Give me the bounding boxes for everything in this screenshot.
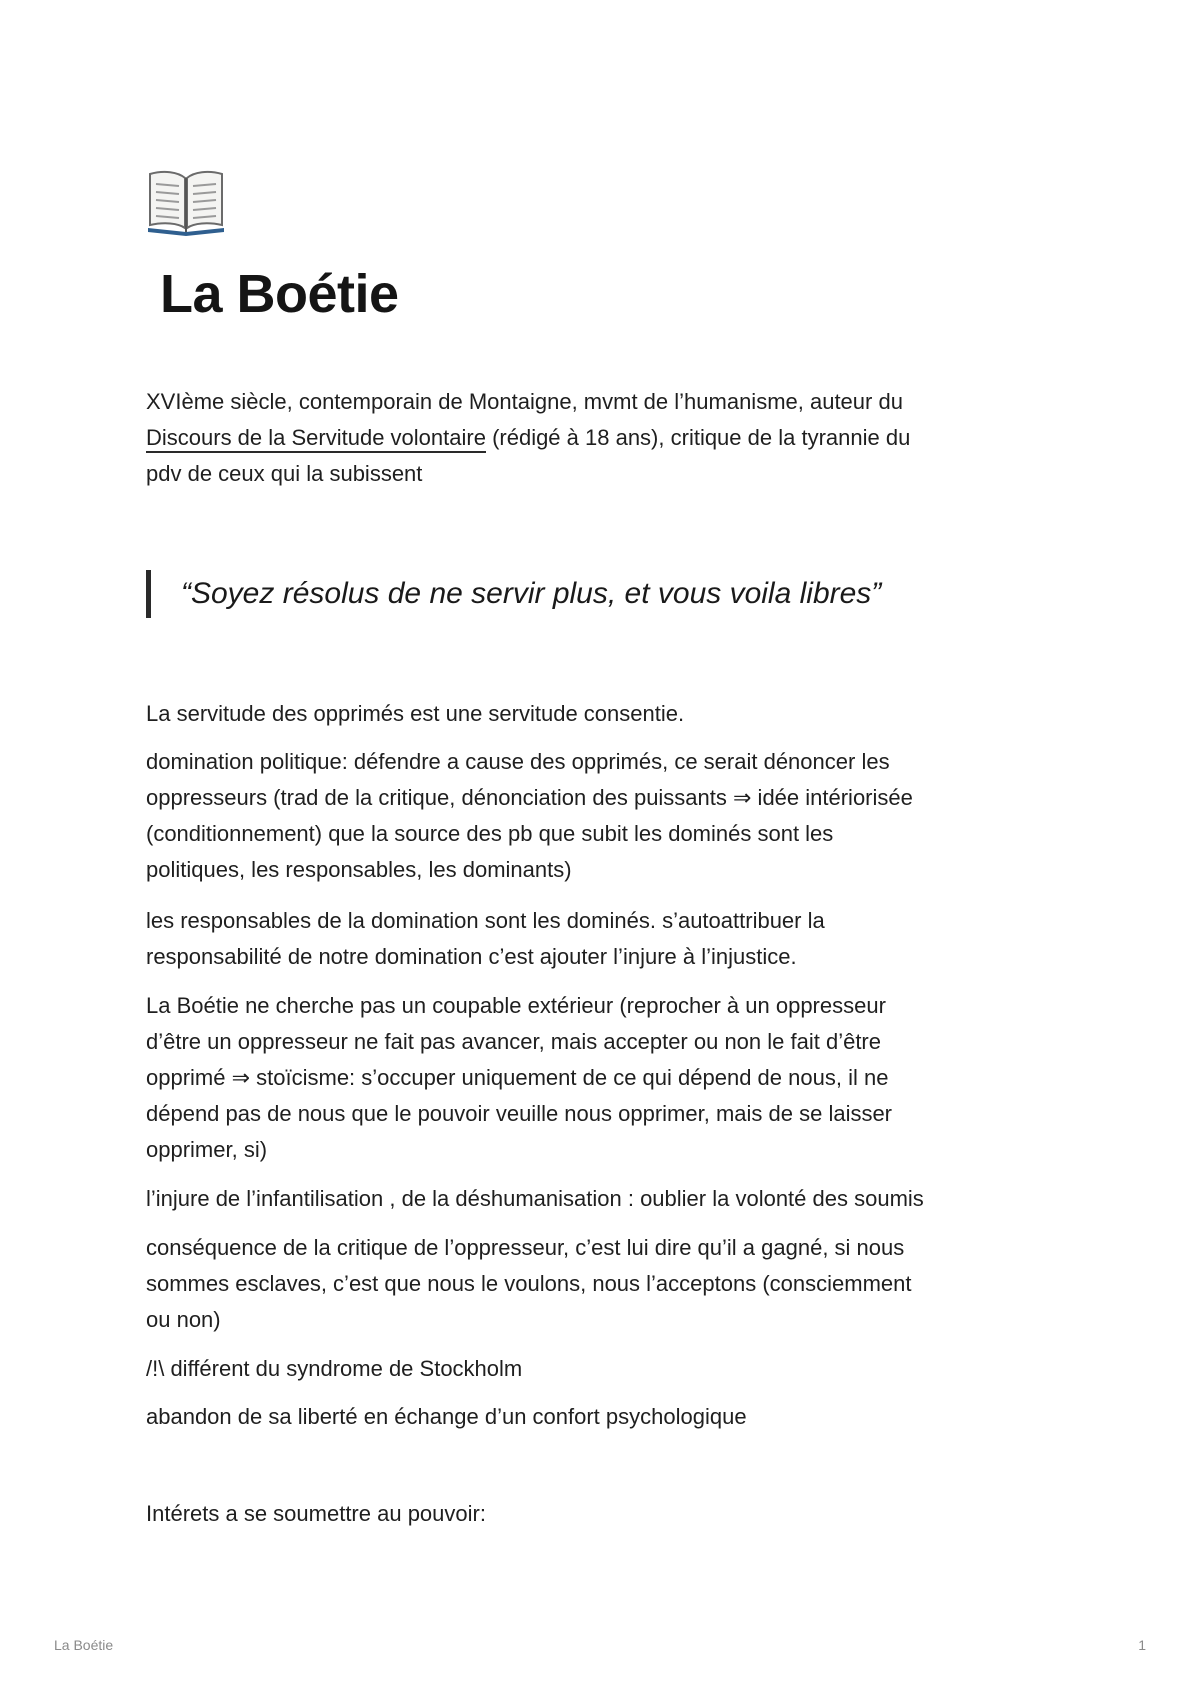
paragraph-2-line-4: politiques, les responsables, les dominants) — [146, 857, 572, 882]
paragraph-6-line-1: conséquence de la critique de l’oppresseur, c’est lui dire qu’il a gagné, si nous — [146, 1235, 905, 1260]
paragraph-3-line-2: responsabilité de notre domination c’est ajouter l’injure à l’injustice. — [146, 944, 797, 969]
paragraph-2-line-3: (conditionnement) que la source des pb que subit les dominés sont les — [146, 821, 834, 846]
footer-title: La Boétie — [54, 1637, 114, 1653]
paragraph-6-line-2: sommes esclaves, c’est que nous le voulons, nous l’acceptons (consciemment — [146, 1271, 912, 1296]
paragraph-6-line-3: ou non) — [146, 1307, 221, 1332]
paragraph-4-line-1: La Boétie ne cherche pas un coupable extérieur (reprocher à un oppresseur — [146, 993, 886, 1018]
paragraph-4-line-2: d’être un oppresseur ne fait pas avancer, mais accepter ou non le fait d’être — [146, 1029, 881, 1054]
intro-line-2 — [146, 420, 910, 457]
paragraph-8: abandon de sa liberté en échange d’un confort psychologique — [146, 1404, 747, 1429]
paragraph-7: /!\ différent du syndrome de Stockholm — [146, 1356, 523, 1381]
paragraph-9: Intérets a se soumettre au pouvoir: — [146, 1501, 486, 1526]
paragraph-4-line-4: dépend pas de nous que le pouvoir veuille nous opprimer, mais de se laisser — [146, 1101, 893, 1126]
paragraph-2-line-2: oppresseurs (trad de la critique, dénonciation des puissants ⇒ idée intériorisée — [146, 785, 913, 810]
intro-line-2-rest: (rédigé à 18 ans), critique de la tyrannie du — [485, 425, 911, 450]
paragraph-4-line-5: opprimer, si) — [146, 1137, 268, 1162]
quote-block: “Soyez résolus de ne servir plus, et vous voila libres” — [146, 570, 881, 618]
intro-line-1: XVIème siècle, contemporain de Montaigne, mvmt de l’humanisme, auteur du — [146, 389, 903, 414]
paragraph-4-line-3: opprimé ⇒ stoïcisme: s’occuper uniquement de ce qui dépend de nous, il ne — [146, 1065, 889, 1090]
book-title-link[interactable]: Discours de la Servitude volontaire — [146, 425, 486, 453]
paragraph-2-line-1: domination politique: défendre a cause des opprimés, ce serait dénoncer les — [146, 749, 890, 774]
page-number: 1 — [1138, 1637, 1146, 1653]
open-book-icon — [144, 166, 228, 236]
paragraph-1: La servitude des opprimés est une servitude consentie. — [146, 701, 685, 726]
paragraph-3-line-1: les responsables de la domination sont les dominés. s’autoattribuer la — [146, 908, 825, 933]
intro-line-3: pdv de ceux qui la subissent — [146, 461, 423, 486]
paragraph-5: l’injure de l’infantilisation , de la déshumanisation : oublier la volonté des soumis — [146, 1186, 924, 1211]
page-title: La Boétie — [160, 264, 399, 324]
